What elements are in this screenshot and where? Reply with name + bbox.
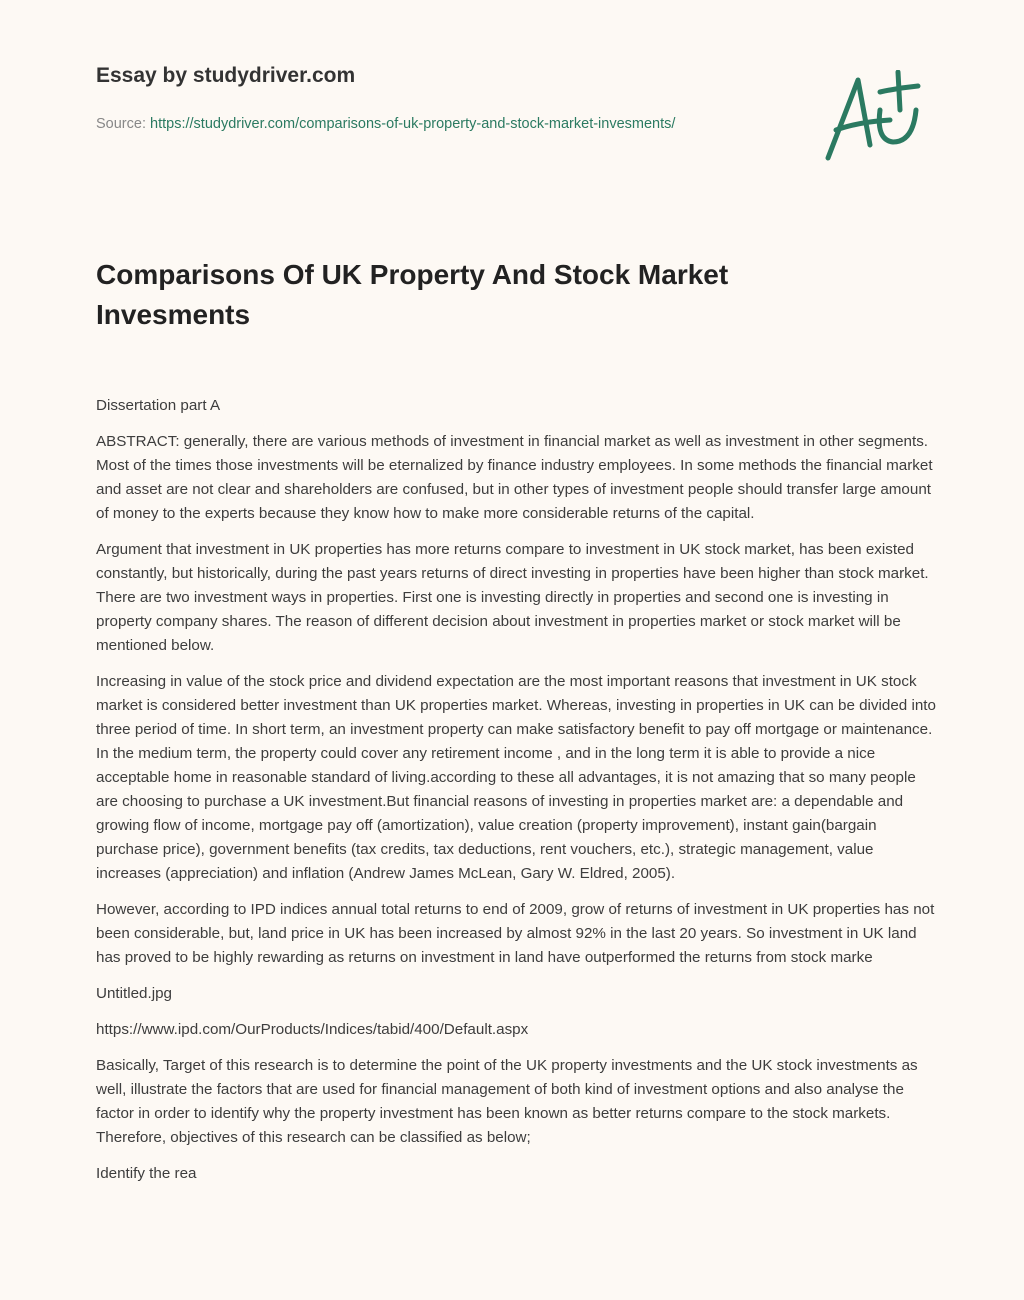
paragraph: Increasing in value of the stock price and dividend expectation are the most important reasons that investment in UK stock market is considered better investment than UK properties market. Whereas, investing in properties in UK can be divided into three period of time. In short term, an investment property can make satisfactory benefit to pay off mortgage or maintenance. In the medium term, the property could cover any retirement income , and in the long term it is able to provide a nice acceptable home in reasonable standard of living.according to these all advantages, it is not amazing that so many people are choosing to purchase a UK investment.But financial reasons of investing in properties market are: a dependable and growing flow of income, mortgage pay off (amortization), value creation (property improvement), instant gain(bargain purchase price), government benefits (tax credits, tax deductions, rent vouchers, etc.), strategic management, value increases (appreciation) and inflation (Andrew James McLean, Gary W. Eldred, 2005). — [96, 673, 936, 882]
essay-title: Comparisons Of UK Property And Stock Market Invesments — [96, 259, 729, 330]
source-link[interactable]: https://studydriver.com/comparisons-of-uk-property-and-stock-market-invesments/ — [150, 116, 676, 132]
essay-body — [96, 394, 936, 1198]
paragraph: Argument that investment in UK properties has more returns compare to investment in UK stock market, has been existed constantly, but historically, during the past years returns of direct investing in properties have been higher than stock market. There are two investment ways in properties. First one is investing directly in properties and second one is investing in property company shares. The reason of different decision about investment in properties market or stock market will be mentioned below. — [96, 541, 929, 654]
paragraph: Identify the rea — [96, 1165, 197, 1182]
a-plus-logo-icon — [818, 70, 928, 165]
source-line — [96, 112, 716, 136]
image-filename: Untitled.jpg — [96, 985, 172, 1002]
paragraph: However, according to IPD indices annual total returns to end of 2009, grow of returns of investment in UK properties has not been considerable, but, land price in UK has been increased by almost 92% in the last 20 years. So investment in UK land has proved to be highly rewarding as returns on investment in land have outperformed the returns from stock marke — [96, 901, 935, 966]
paragraph: ABSTRACT: generally, there are various methods of investment in financial market as well as investment in other segments. Most of the times those investments will be eternalized by finance industry employees. In some methods the financial market and asset are not clear and shareholders are confused, but in other types of investment people should transfer large amount of money to the experts because they know how to make more considerable returns of the capital. — [96, 433, 933, 522]
paragraph: Basically, Target of this research is to determine the point of the UK property investments and the UK stock investments as well, illustrate the factors that are used for financial management of both kind of investment options and also analyse the factor in order to identify why the property investment has been known as better returns compare to the stock markets. Therefore, objectives of this research can be classified as below; — [96, 1057, 918, 1146]
source-label: Source: — [96, 116, 146, 132]
site-brand: Essay by studydriver.com — [96, 64, 356, 87]
reference-url: https://www.ipd.com/OurProducts/Indices/tabid/400/Default.aspx — [96, 1021, 529, 1038]
paragraph: Dissertation part A — [96, 397, 221, 414]
